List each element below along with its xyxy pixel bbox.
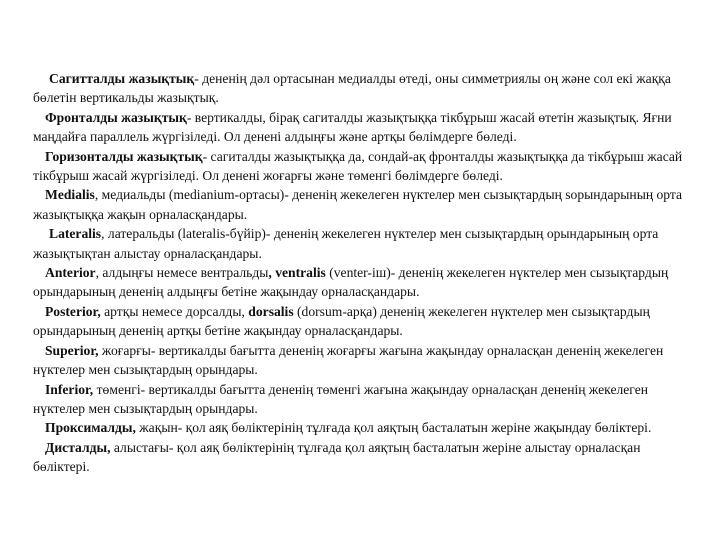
term-proximal: Проксималды,	[45, 420, 136, 436]
paragraph-posterior	[33, 302, 683, 341]
paragraph-sagittal-plane	[33, 69, 683, 108]
definition-proximal: жақын- қол аяқ бөліктерінің тұлғада қол аяқтың басталатын жеріне жақындау бөліктері.	[135, 420, 652, 436]
paragraph-superior	[33, 341, 683, 380]
term-posterior: Posterior,	[45, 303, 101, 319]
definition-posterior: артқы немесе дорсалды,	[100, 303, 249, 319]
definition-sagittal-plane: - дененің дәл ортасынан медиалды өтеді, оны симметриялы оң және сол екі жаққа бөлетін вертикальды жазықтық.	[33, 71, 671, 106]
paragraph-medialis	[33, 185, 683, 224]
definition-inferior: төменгі- вертикалды бағытта дененің төменгі жағына жақындау орналасқан дененің жекелеген нүктелер мен сызықтардың орындары.	[33, 381, 649, 416]
term-frontal-plane: Фронталды жазықтық	[45, 109, 187, 125]
definition-anterior: , алдыңғы немесе вентральды	[95, 265, 269, 281]
definition-horizontal-plane: - сагиталды жазықтыққа да, сондай-ақ фронталды жазықтыққа да тікбұрыш жасай тікбұрыш жасай жүргізіледі. Ол денені жоғарғы және төменгі бөлімдерге бөледі.	[33, 148, 683, 184]
term-lateralis: Lateralis	[49, 226, 102, 242]
paragraph-frontal-plane	[33, 108, 683, 147]
term-medialis: Medialis	[45, 187, 95, 203]
paragraph-inferior	[33, 380, 683, 419]
document-body	[33, 69, 683, 477]
definition-frontal-plane: - вертикалды, бірақ сагиталды жазықтыққа тікбұрыш жасай өтетін жазықтық. Яғни маңдайға параллель жүргізіледі. Ол денені алдыңғы және артқы бөлімдерге бөледі.	[33, 109, 672, 145]
term-ventralis: , ventralis	[268, 265, 326, 281]
definition-medialis: , медиальды (medianium-ортасы)- дененің жекелеген нүктелер мен сызықтардың sорындарының орта жазықтыққа жақын орналасқандары.	[33, 187, 683, 222]
term-sagittal-plane: Сагитталды жазықтық	[49, 71, 195, 86]
definition-dorsalis: (dorsum-арқа) дененің жекелеген нүктелер мен сызықтардың орындарының дененің артқы бетіне жақындау орналасқандары.	[33, 303, 650, 339]
term-inferior: Inferior,	[45, 381, 94, 397]
definition-lateralis: , латеральды (lateralis-бүйір)- дененің жекелеген нүктелер мен сызықтардың орындарының орта жазықтықтан алыстау орналасқандары.	[33, 226, 659, 261]
definition-distal: алыстағы- қол аяқ бөліктерінің тұлғада қол аяқтың басталатын жеріне алыстау орналасқан бөліктері.	[33, 439, 641, 475]
definition-ventralis: (venter-іш)- дененің жекелеген нүктелер мен сызықтардың орындарының дененің алдыңғы бетіне жақындау орналасқандары.	[33, 265, 669, 300]
term-superior: Superior,	[45, 342, 99, 358]
paragraph-lateralis	[33, 224, 683, 263]
term-anterior: Anterior	[45, 265, 96, 281]
paragraph-distal	[33, 438, 683, 477]
paragraph-proximal	[33, 418, 683, 437]
paragraph-horizontal-plane	[33, 147, 683, 186]
term-dorsalis: dorsalis	[248, 303, 294, 319]
term-distal: Дисталды,	[45, 439, 111, 455]
definition-superior: жоғарғы- вертикалды бағытта дененің жоғарғы жағына жақындау орналасқан дененің жекелеген нүктелер мен сызықтардың орындары.	[33, 342, 664, 378]
term-horizontal-plane: Горизонталды жазықтық	[45, 148, 203, 164]
paragraph-anterior	[33, 263, 683, 302]
